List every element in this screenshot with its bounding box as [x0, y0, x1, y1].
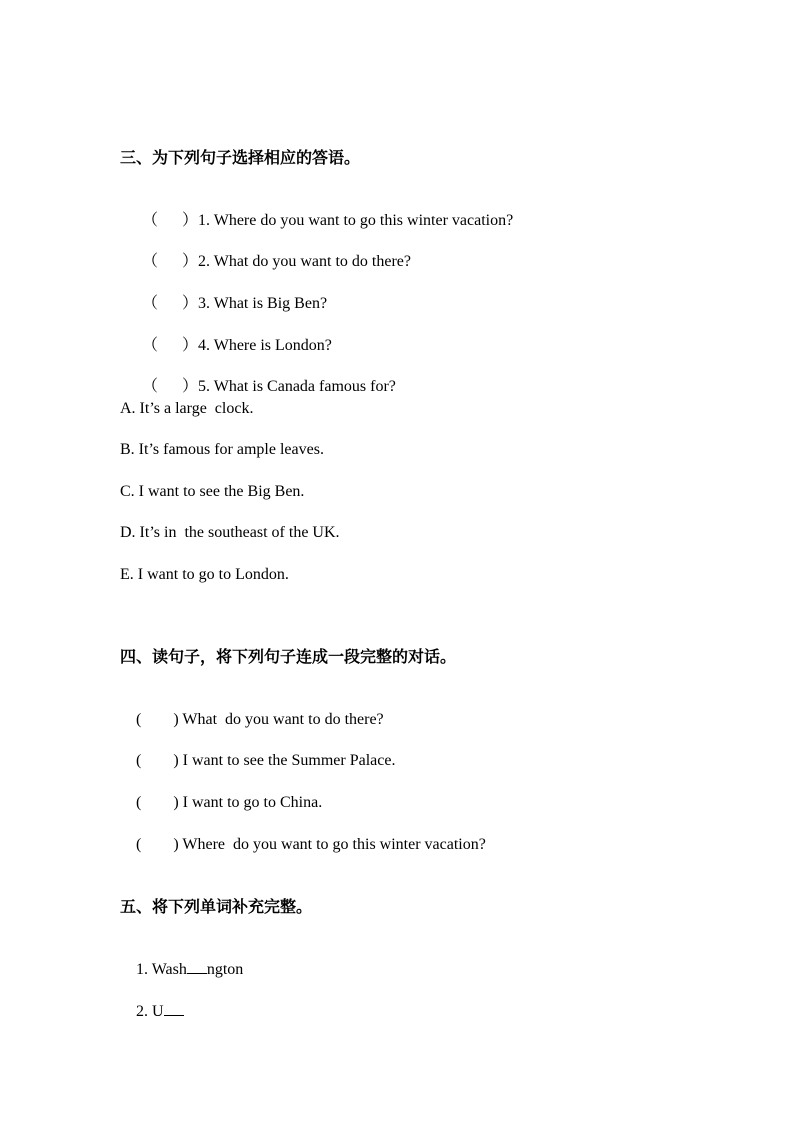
order-bracket[interactable]: ( ): [136, 794, 179, 811]
answer-option-b: B. It’s famous for ample leaves.: [120, 441, 324, 458]
dialogue-text: I want to see the Summer Palace.: [182, 752, 396, 769]
order-bracket[interactable]: ( ): [136, 711, 179, 728]
fill-blank[interactable]: [187, 959, 207, 974]
answer-option-a: A. It’s a large clock.: [120, 400, 254, 417]
answer-option-c: C. I want to see the Big Ben.: [120, 483, 305, 500]
word-prefix: 1. Wash: [136, 961, 187, 978]
section4-heading: 四、读句子，将下列句子连成一段完整的对话。: [120, 649, 457, 666]
word-suffix: ngton: [206, 961, 244, 978]
fill-blank[interactable]: [164, 1001, 184, 1016]
dialogue-text: I want to go to China.: [182, 794, 323, 811]
word-prefix: 2. U: [136, 1003, 164, 1020]
answer-bracket[interactable]: （ ）: [142, 212, 199, 229]
section5-heading: 五、将下列单词补充完整。: [120, 899, 313, 916]
answer-option-e: E. I want to go to London.: [120, 566, 289, 583]
answer-option-d: D. It’s in the southeast of the UK.: [120, 524, 340, 541]
question-text: 3. What is Big Ben?: [198, 295, 328, 312]
answer-bracket[interactable]: （ ）: [142, 295, 199, 312]
answer-bracket[interactable]: （ ）: [142, 253, 199, 270]
question-text: 5. What is Canada famous for?: [198, 378, 396, 395]
dialogue-row: [120, 815, 486, 875]
order-bracket[interactable]: ( ): [136, 836, 179, 853]
dialogue-text: Where do you want to go this winter vacation?: [182, 836, 486, 853]
dialogue-text: What do you want to do there?: [182, 711, 384, 728]
answer-bracket[interactable]: （ ）: [142, 337, 199, 354]
question-text: 4. Where is London?: [198, 337, 332, 354]
section3-heading: 三、为下列句子选择相应的答语。: [120, 150, 361, 167]
question-text: 2. What do you want to do there?: [198, 253, 411, 270]
word-item: [120, 981, 184, 1042]
question-text: 1. Where do you want to go this winter vacation?: [198, 212, 514, 229]
answer-bracket[interactable]: （ ）: [142, 378, 199, 395]
order-bracket[interactable]: ( ): [136, 752, 179, 769]
